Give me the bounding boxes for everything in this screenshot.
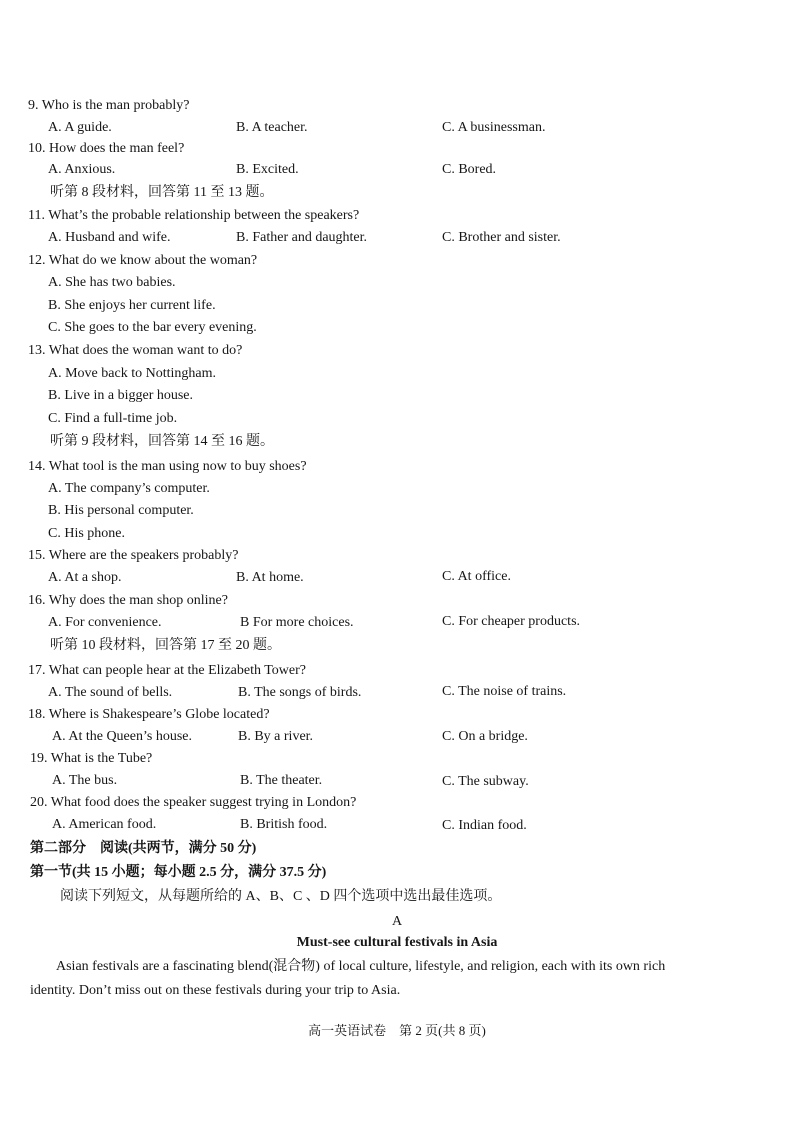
question-11-option-a: A. Husband and wife.	[48, 230, 171, 245]
question-15-option-b: B. At home.	[236, 570, 304, 585]
question-9-stem: 9. Who is the man probably?	[28, 98, 190, 113]
question-17-option-a: A. The sound of bells.	[48, 685, 173, 700]
question-14-option-b: B. His personal computer.	[48, 503, 194, 518]
passage-paragraph: Asian festivals are a fascinating blend(混合物) of local culture, lifestyle, and religion, each with its own rich identity. Don’t miss out on these festivals during your trip to Asia.	[30, 959, 666, 998]
question-14-stem: 14. What tool is the man using now to buy shoes?	[28, 459, 307, 474]
question-12-option-a: A. She has two babies.	[48, 275, 176, 290]
listening-instruction-8: 听第 8 段材料，回答第 11 至 13 题。	[50, 185, 274, 200]
question-19-option-b: B. The theater.	[240, 773, 323, 788]
question-11-option-b: B. Father and daughter.	[236, 230, 368, 245]
question-17-option-c: C. The noise of trains.	[442, 684, 567, 699]
question-18-option-c: C. On a bridge.	[442, 729, 528, 744]
question-10-option-a: A. Anxious.	[48, 162, 116, 177]
passage-letter: A	[391, 914, 403, 929]
question-10-option-b: B. Excited.	[236, 162, 299, 177]
question-17-option-b: B. The songs of birds.	[238, 685, 362, 700]
question-9-option-c: C. A businessman.	[442, 120, 546, 135]
question-11-stem: 11. What’s the probable relationship between the speakers?	[28, 208, 360, 223]
question-13-option-c: C. Find a full-time job.	[48, 411, 178, 426]
question-16-option-c: C. For cheaper products.	[442, 614, 581, 629]
question-17-stem: 17. What can people hear at the Elizabeth Tower?	[28, 663, 306, 678]
question-15-option-c: C. At office.	[442, 569, 511, 584]
question-12-option-c: C. She goes to the bar every evening.	[48, 320, 257, 335]
question-15-option-a: A. At a shop.	[48, 570, 122, 585]
question-20-stem: 20. What food does the speaker suggest trying in London?	[30, 795, 357, 810]
question-18-stem: 18. Where is Shakespeare’s Globe located?	[28, 707, 270, 722]
question-19-option-a: A. The bus.	[52, 773, 118, 788]
question-11-option-c: C. Brother and sister.	[442, 230, 561, 245]
question-13-option-b: B. Live in a bigger house.	[48, 388, 194, 403]
question-13-option-a: A. Move back to Nottingham.	[48, 366, 216, 381]
question-9-option-a: A. A guide.	[48, 120, 112, 135]
question-19-stem: 19. What is the Tube?	[30, 751, 153, 766]
question-20-option-c: C. Indian food.	[442, 818, 527, 833]
question-15-stem: 15. Where are the speakers probably?	[28, 548, 239, 563]
reading-instruction: 阅读下列短文，从每题所给的 A、B、C 、D 四个选项中选出最佳选项。	[60, 889, 502, 904]
question-20-option-a: A. American food.	[52, 817, 157, 832]
question-16-option-b: B For more choices.	[240, 615, 354, 630]
listening-instruction-10: 听第 10 段材料，回答第 17 至 20 题。	[50, 638, 281, 653]
question-9-option-b: B. A teacher.	[236, 120, 308, 135]
question-12-option-b: B. She enjoys her current life.	[48, 298, 216, 313]
question-18-option-b: B. By a river.	[238, 729, 314, 744]
question-10-stem: 10. How does the man feel?	[28, 141, 185, 156]
listening-instruction-9: 听第 9 段材料，回答第 14 至 16 题。	[50, 434, 274, 449]
question-14-option-c: C. His phone.	[48, 526, 125, 541]
question-16-stem: 16. Why does the man shop online?	[28, 593, 228, 608]
section-one-heading: 第一节(共 15 小题；每小题 2.5 分，满分 37.5 分)	[30, 865, 327, 880]
question-19-option-c: C. The subway.	[442, 774, 529, 789]
part-two-heading: 第二部分 阅读(共两节，满分 50 分)	[30, 841, 257, 856]
question-18-option-a: A. At the Queen’s house.	[52, 729, 192, 744]
page-footer: 高一英语试卷 第 2 页(共 8 页)	[308, 1023, 486, 1038]
question-16-option-a: A. For convenience.	[48, 615, 162, 630]
question-20-option-b: B. British food.	[240, 817, 328, 832]
question-10-option-c: C. Bored.	[442, 162, 497, 177]
passage-title: Must-see cultural festivals in Asia	[296, 935, 498, 950]
question-13-stem: 13. What does the woman want to do?	[28, 343, 243, 358]
question-14-option-a: A. The company’s computer.	[48, 481, 210, 496]
question-12-stem: 12. What do we know about the woman?	[28, 253, 258, 268]
